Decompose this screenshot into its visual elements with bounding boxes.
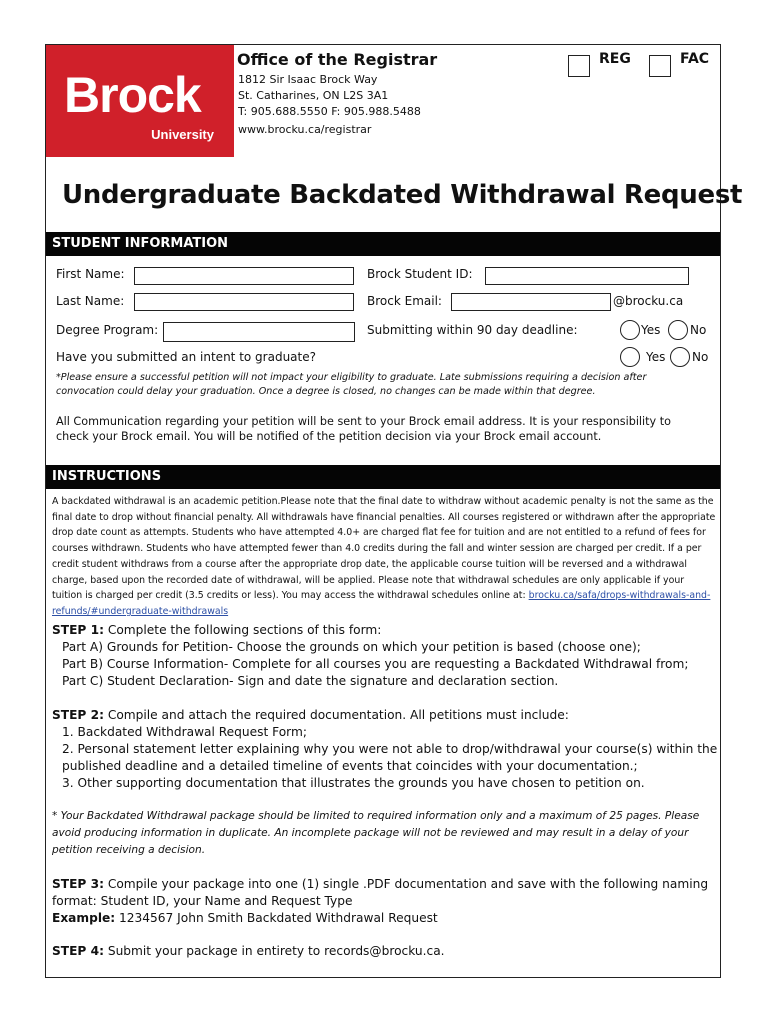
reg-checkbox[interactable] xyxy=(568,55,590,77)
page-title: Undergraduate Backdated Withdrawal Request xyxy=(62,180,743,210)
intent-no-label: No xyxy=(692,350,709,364)
logo-university: University xyxy=(151,127,214,142)
last-name-field[interactable] xyxy=(134,293,354,311)
intent-yes-label: Yes xyxy=(646,350,666,364)
communication-note: All Communication regarding your petition will be sent to your Brock email address. It is your responsibility to check your Brock email. You will be notified of the petition decision via your Brock email account. xyxy=(56,415,671,443)
step-2 xyxy=(52,707,718,792)
brock-logo xyxy=(46,45,234,157)
step1-text: Complete the following sections of this form: xyxy=(103,623,382,637)
email-label: Brock Email: xyxy=(367,294,442,308)
deadline-no-radio[interactable] xyxy=(668,320,688,340)
step-3 xyxy=(52,876,718,927)
student-info-header: STUDENT INFORMATION xyxy=(46,232,720,256)
address-line-1: 1812 Sir Isaac Brock Way xyxy=(238,73,378,86)
email-suffix: @brocku.ca xyxy=(613,294,684,308)
logo-word: Brock xyxy=(64,67,201,123)
step1-part-a: Part A) Grounds for Petition- Choose the grounds on which your petition is based (choose one); xyxy=(62,640,641,654)
warning-note: *Please ensure a successful petition will not impact your eligibility to graduate. Late submissions requiring a decision after convocation could delay your graduation. Once a degree is closed, no changes can be made within that degree. xyxy=(56,372,647,397)
last-name-label: Last Name: xyxy=(56,294,125,308)
package-note: * Your Backdated Withdrawal package should be limited to required information only and a maximum of 25 pages. Please avoid producing information in duplicate. An incomplete package will not be reviewed and may result in a delay of your petition receiving a decision. xyxy=(52,810,700,856)
phone-line: T: 905.688.5550 F: 905.988.5488 xyxy=(238,105,421,118)
intent-yes-radio[interactable] xyxy=(620,347,640,367)
email-field[interactable] xyxy=(451,293,611,311)
step2-text: Compile and attach the required documentation. All petitions must include: xyxy=(103,708,569,722)
first-name-field[interactable] xyxy=(134,267,354,285)
deadline-yes-label: Yes xyxy=(641,323,661,337)
deadline-yes-radio[interactable] xyxy=(620,320,640,340)
step4-text: Submit your package in entirety to records@brocku.ca. xyxy=(103,944,445,958)
example-text: 1234567 John Smith Backdated Withdrawal Request xyxy=(115,911,438,925)
step-4 xyxy=(52,943,718,960)
student-id-label: Brock Student ID: xyxy=(367,267,473,281)
degree-field[interactable] xyxy=(163,322,355,342)
step1-label: STEP 1: xyxy=(52,623,104,637)
student-id-field[interactable] xyxy=(485,267,689,285)
step1-part-c: Part C) Student Declaration- Sign and date the signature and declaration section. xyxy=(62,674,559,688)
intent-no-radio[interactable] xyxy=(670,347,690,367)
step3-text: Compile your package into one (1) single .PDF documentation and save with the following naming format: Student ID, your Name and Request Type xyxy=(52,877,709,908)
step-1 xyxy=(52,622,718,690)
office-title: Office of the Registrar xyxy=(237,50,438,69)
instructions-body xyxy=(52,494,716,620)
step2-item-2: 2. Personal statement letter explaining why you were not able to drop/withdrawal your course(s) within the published deadline and a detailed timeline of events that coincides with your documentation.; xyxy=(62,742,718,773)
instructions-header: INSTRUCTIONS xyxy=(46,465,720,489)
step2-item-3: 3. Other supporting documentation that illustrates the grounds you have chosen to petition on. xyxy=(62,776,645,790)
address-line-2: St. Catharines, ON L2S 3A1 xyxy=(238,89,389,102)
example-label: Example: xyxy=(52,911,116,925)
step2-item-1: 1. Backdated Withdrawal Request Form; xyxy=(62,725,307,739)
instructions-text: A backdated withdrawal is an academic petition.Please note that the final date to withdraw without academic penalty is not the same as the final date to drop without financial penalty. All withdrawals have financial penalties. All courses registered or withdrawn after the appropriate drop date count as attempts. Students who have attempted 4.0+ are charged flat fee for tuition and are not entitled to a refund of fees for courses withdrawn. Students who have attempted fewer than 4.0 credits during the fall and winter session are charged per credit. If a per credit student withdraws from a course after the appropriate drop date, the applicable course tuition will be reversed and a withdrawal charge, based upon the recorded date of withdrawal, will be applied. Please note that withdrawal schedules are only applicable if your tuition is charged per credit (3.5 credits or less). You may access the withdrawal schedules online at: xyxy=(52,496,716,602)
step2-label: STEP 2: xyxy=(52,708,104,722)
fac-label: FAC xyxy=(680,51,710,67)
withdrawal-schedule-link[interactable]: brocku.ca/safa/drops-withdrawals-and-refunds/#undergraduate-withdrawals xyxy=(52,590,711,617)
fac-checkbox[interactable] xyxy=(649,55,671,77)
deadline-label: Submitting within 90 day deadline: xyxy=(367,323,578,337)
deadline-no-label: No xyxy=(690,323,707,337)
step1-part-b: Part B) Course Information- Complete for all courses you are requesting a Backdated Withdrawal from; xyxy=(62,657,689,671)
website: www.brocku.ca/registrar xyxy=(238,123,372,136)
step3-label: STEP 3: xyxy=(52,877,104,891)
degree-label: Degree Program: xyxy=(56,323,159,337)
reg-label: REG xyxy=(599,51,631,67)
intent-label: Have you submitted an intent to graduate? xyxy=(56,350,316,364)
step4-label: STEP 4: xyxy=(52,944,104,958)
first-name-label: First Name: xyxy=(56,267,125,281)
